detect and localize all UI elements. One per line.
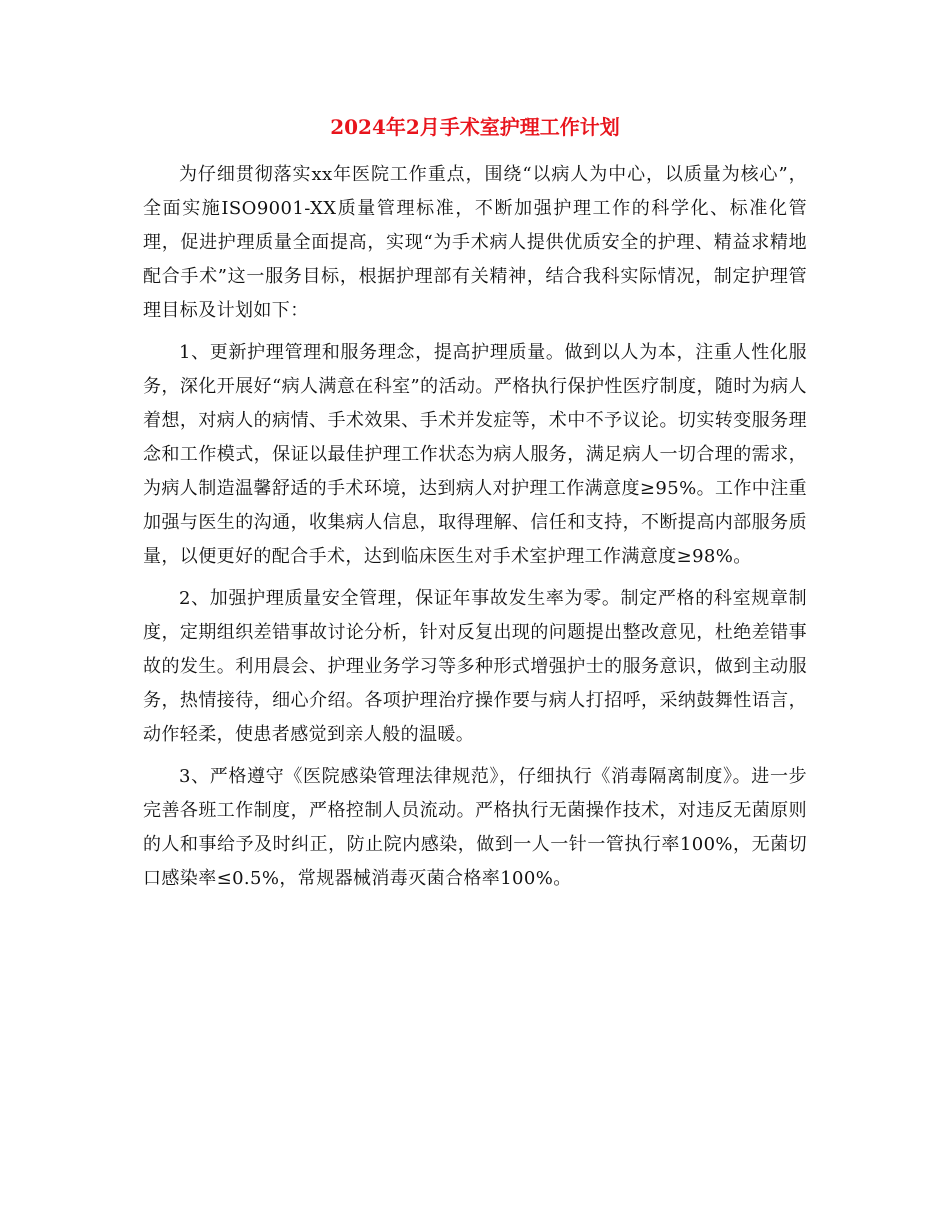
paragraph-item-3: 3、严格遵守《医院感染管理法律规范》，仔细执行《消毒隔离制度》。进一步完善各班工作制度，严格控制人员流动。严格执行无菌操作技术，对违反无菌原则的人和事给予及时纠正，防止院内感染，做到一人一针一管执行率100%，无菌切口感染率≤0.5%，常规器械消毒灭菌合格率100%。 xyxy=(143,766,807,889)
document-title: 2024年2月手术室护理工作计划 xyxy=(330,115,620,139)
paragraph-item-1: 1、更新护理管理和服务理念，提高护理质量。做到以人为本，注重人性化服务，深化开展好“病人满意在科室”的活动。严格执行保护性医疗制度，随时为病人着想，对病人的病情、手术效果、手术并发症等，术中不予议论。切实转变服务理念和工作模式，保证以最佳护理工作状态为病人服务，满足病人一切合理的需求，为病人制造温馨舒适的手术环境，达到病人对护理工作满意度≥95%。工作中注重加强与医生的沟通，收集病人信息，取得理解、信任和支持，不断提高内部服务质量，以便更好的配合手术，达到临床医生对手术室护理工作满意度≥98%。 xyxy=(143,342,807,567)
document-body xyxy=(143,158,807,904)
paragraph-item-2: 2、加强护理质量安全管理，保证年事故发生率为零。制定严格的科室规章制度，定期组织差错事故讨论分析，针对反复出现的问题提出整改意见，杜绝差错事故的发生。利用晨会、护理业务学习等多种形式增强护士的服务意识，做到主动服务，热情接待，细心介绍。各项护理治疗操作要与病人打招呼，采纳鼓舞性语言，动作轻柔，使患者感觉到亲人般的温暖。 xyxy=(143,588,807,745)
intro-paragraph: 为仔细贯彻落实xx年医院工作重点，围绕“以病人为中心，以质量为核心”，全面实施ISO9001-XX质量管理标准，不断加强护理工作的科学化、标准化管理，促进护理质量全面提高，实现“为手术病人提供优质安全的护理、精益求精地配合手术”这一服务目标，根据护理部有关精神，结合我科实际情况，制定护理管理目标及计划如下： xyxy=(143,164,807,321)
